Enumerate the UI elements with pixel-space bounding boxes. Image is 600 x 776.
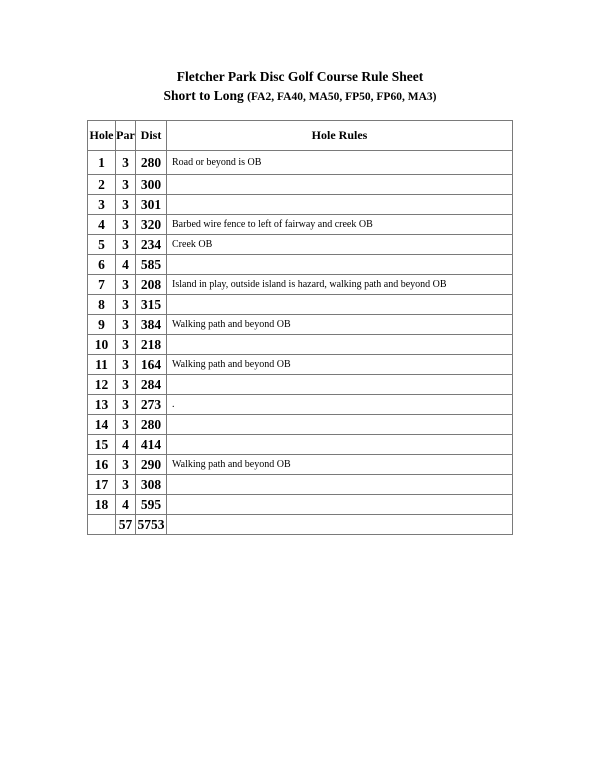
rules-cell: Walking path and beyond OB [167,455,513,475]
table-row [88,255,513,275]
par-cell: 3 [116,235,136,255]
dist-cell: 595 [136,495,167,515]
table-row [88,435,513,455]
hole-cell: 12 [88,375,116,395]
rules-cell: Walking path and beyond OB [167,355,513,375]
course-rules-table [87,120,513,535]
table-row [88,355,513,375]
header-row [88,121,513,151]
dist-cell: 290 [136,455,167,475]
par-cell: 3 [116,395,136,415]
rules-cell [167,435,513,455]
table-row [88,495,513,515]
dist-cell: 308 [136,475,167,495]
dist-cell: 280 [136,151,167,175]
hole-cell: 14 [88,415,116,435]
dist-cell: 234 [136,235,167,255]
table-row [88,295,513,315]
table-row [88,335,513,355]
dist-cell: 218 [136,335,167,355]
table-row [88,395,513,415]
hole-cell: 9 [88,315,116,335]
page-subtitle [0,87,600,106]
rules-cell [167,255,513,275]
hole-cell: 15 [88,435,116,455]
dist-cell: 301 [136,195,167,215]
par-cell: 3 [116,215,136,235]
hole-cell: 5 [88,235,116,255]
header-hole: Hole [88,121,116,151]
totals-dist-cell: 5753 [136,515,167,535]
dist-cell: 585 [136,255,167,275]
hole-cell: 3 [88,195,116,215]
header-hole-rules: Hole Rules [167,121,513,151]
table-footer [88,515,513,535]
dist-cell: 414 [136,435,167,455]
rules-cell [167,475,513,495]
dist-cell: 208 [136,275,167,295]
rules-cell [167,375,513,395]
table-row [88,315,513,335]
par-cell: 4 [116,435,136,455]
hole-cell: 2 [88,175,116,195]
par-cell: 3 [116,375,136,395]
dist-cell: 315 [136,295,167,315]
rules-cell [167,175,513,195]
par-cell: 3 [116,195,136,215]
dist-cell: 164 [136,355,167,375]
rules-cell: Creek OB [167,235,513,255]
hole-cell: 8 [88,295,116,315]
table-row [88,151,513,175]
subtitle-order-label: Short to Long [163,88,248,103]
rules-cell: Barbed wire fence to left of fairway and creek OB [167,215,513,235]
table-row [88,215,513,235]
table-row [88,475,513,495]
totals-rules-cell [167,515,513,535]
table-row [88,195,513,215]
hole-cell: 18 [88,495,116,515]
hole-cell: 13 [88,395,116,415]
dist-cell: 384 [136,315,167,335]
hole-cell: 4 [88,215,116,235]
hole-cell: 1 [88,151,116,175]
table-header [88,121,513,151]
rules-cell [167,295,513,315]
table-row [88,235,513,255]
hole-cell: 16 [88,455,116,475]
rules-cell [167,415,513,435]
totals-row [88,515,513,535]
hole-cell: 7 [88,275,116,295]
par-cell: 3 [116,175,136,195]
header-dist: Dist [136,121,167,151]
table-row [88,275,513,295]
dist-cell: 284 [136,375,167,395]
rules-cell: . [167,395,513,415]
table-row [88,175,513,195]
rules-cell [167,495,513,515]
dist-cell: 320 [136,215,167,235]
par-cell: 3 [116,315,136,335]
par-cell: 4 [116,495,136,515]
table-row [88,375,513,395]
par-cell: 3 [116,355,136,375]
subtitle-divisions-label: (FA2, FA40, MA50, FP50, FP60, MA3) [247,91,437,103]
rules-cell [167,195,513,215]
page-title: Fletcher Park Disc Golf Course Rule Sheet [176,69,424,84]
hole-cell: 11 [88,355,116,375]
rules-cell [167,335,513,355]
dist-cell: 300 [136,175,167,195]
table-row [88,415,513,435]
header-par: Par [116,121,136,151]
par-cell: 3 [116,335,136,355]
par-cell: 3 [116,455,136,475]
totals-par-cell: 57 [116,515,136,535]
rules-cell: Island in play, outside island is hazard, walking path and beyond OB [167,275,513,295]
table-body [88,151,513,515]
par-cell: 3 [116,415,136,435]
table-row [88,455,513,475]
par-cell: 3 [116,475,136,495]
par-cell: 4 [116,255,136,275]
totals-hole-cell [88,515,116,535]
dist-cell: 273 [136,395,167,415]
rules-cell: Walking path and beyond OB [167,315,513,335]
hole-cell: 10 [88,335,116,355]
par-cell: 3 [116,275,136,295]
dist-cell: 280 [136,415,167,435]
par-cell: 3 [116,151,136,175]
par-cell: 3 [116,295,136,315]
hole-cell: 6 [88,255,116,275]
rules-cell: Road or beyond is OB [167,151,513,175]
hole-cell: 17 [88,475,116,495]
